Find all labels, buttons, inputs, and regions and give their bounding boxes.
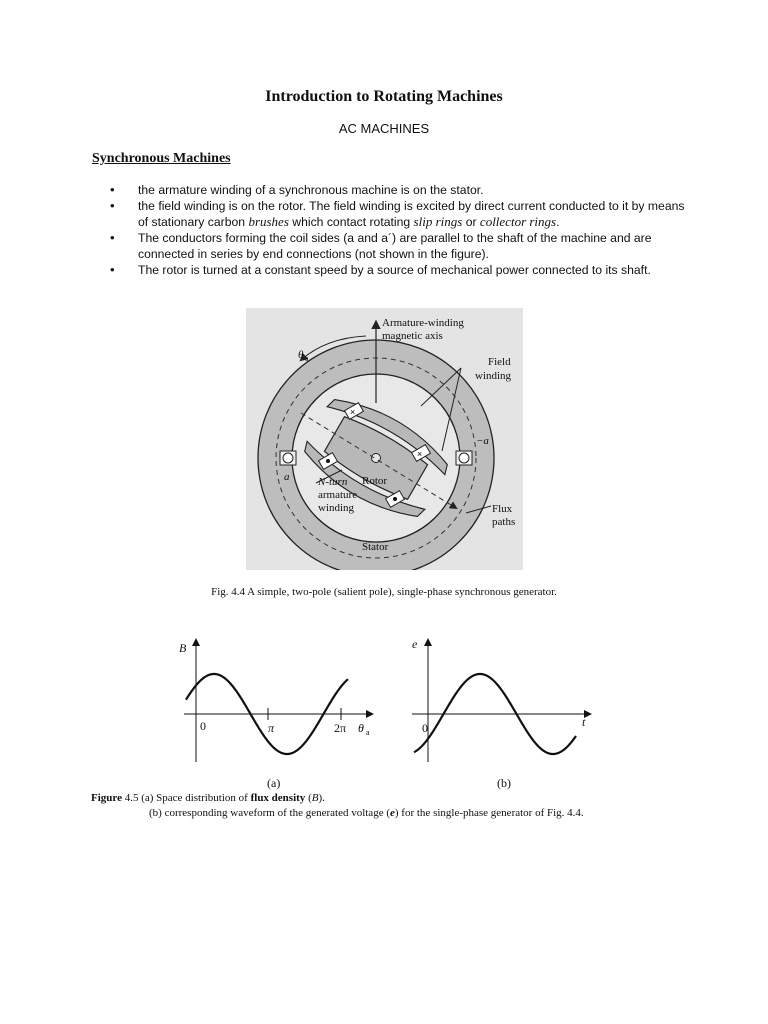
field-winding-label: Field bbox=[488, 356, 511, 368]
n-turn-label: N-turn bbox=[318, 476, 348, 488]
theta-sub: a bbox=[305, 354, 309, 363]
list-item: • the field winding is on the rotor. The field winding is excited by direct current conducted to it by means of stationary carbon brushes which contact rotating slip rings or collector rings. bbox=[110, 198, 690, 230]
page-subtitle: AC MACHINES bbox=[338, 121, 430, 136]
theta-label: θ bbox=[298, 349, 304, 361]
pi-label: π bbox=[268, 721, 275, 735]
e-axis-label: e bbox=[412, 637, 418, 651]
armature-axis-label-2: magnetic axis bbox=[382, 330, 443, 342]
stator-label: Stator bbox=[362, 541, 389, 553]
figure-caption: Fig. 4.4 A simple, two-pole (salient pole), single-phase synchronous generator. bbox=[211, 586, 557, 598]
section-heading: Synchronous Machines bbox=[92, 151, 231, 166]
flux-paths-label-2: paths bbox=[492, 516, 516, 528]
page-title: Introduction to Rotating Machines bbox=[265, 88, 503, 105]
svg-text:×: × bbox=[417, 449, 423, 459]
bullet-list bbox=[110, 182, 690, 278]
a-label: a bbox=[284, 471, 290, 483]
synchronous-generator-diagram bbox=[246, 308, 523, 570]
theta-axis-sub: a bbox=[366, 728, 370, 737]
n-turn-label-3: winding bbox=[318, 502, 355, 514]
voltage-waveform bbox=[404, 632, 604, 772]
theta-axis-label: θ bbox=[358, 721, 364, 735]
panel-b-label: (b) bbox=[497, 776, 511, 790]
minus-a-label: −a bbox=[476, 435, 489, 447]
figure-4-5-caption-line2: (b) corresponding waveform of the generated voltage (e) for the single-phase generator of Fig. 4.4. bbox=[149, 807, 584, 819]
field-winding-label-2: winding bbox=[475, 370, 512, 382]
flux-paths-label: Flux bbox=[492, 503, 513, 515]
n-turn-label-2: armature bbox=[318, 489, 358, 501]
b-axis-label: B bbox=[179, 641, 187, 655]
list-item: • The rotor is turned at a constant speed by a source of mechanical power connected to its shaft. bbox=[110, 262, 690, 278]
two-pi-label: 2π bbox=[334, 721, 347, 735]
origin-label: 0 bbox=[200, 719, 206, 733]
armature-axis-label: Armature-winding bbox=[382, 317, 464, 329]
figure-4-5-caption-line1: Figure 4.5 (a) Space distribution of flux density (B). bbox=[91, 792, 325, 804]
t-axis-label: t bbox=[582, 715, 586, 729]
list-item: • the armature winding of a synchronous machine is on the stator. bbox=[110, 182, 690, 198]
rotor-label: Rotor bbox=[362, 475, 388, 487]
list-item: • The conductors forming the coil sides (a and a´) are parallel to the shaft of the machine and are connected in series by end connections (not shown in the figure). bbox=[110, 230, 690, 262]
panel-a-label: (a) bbox=[267, 776, 281, 790]
svg-text:×: × bbox=[350, 407, 356, 417]
origin-label: 0 bbox=[422, 721, 428, 735]
flux-density-waveform bbox=[176, 632, 376, 772]
